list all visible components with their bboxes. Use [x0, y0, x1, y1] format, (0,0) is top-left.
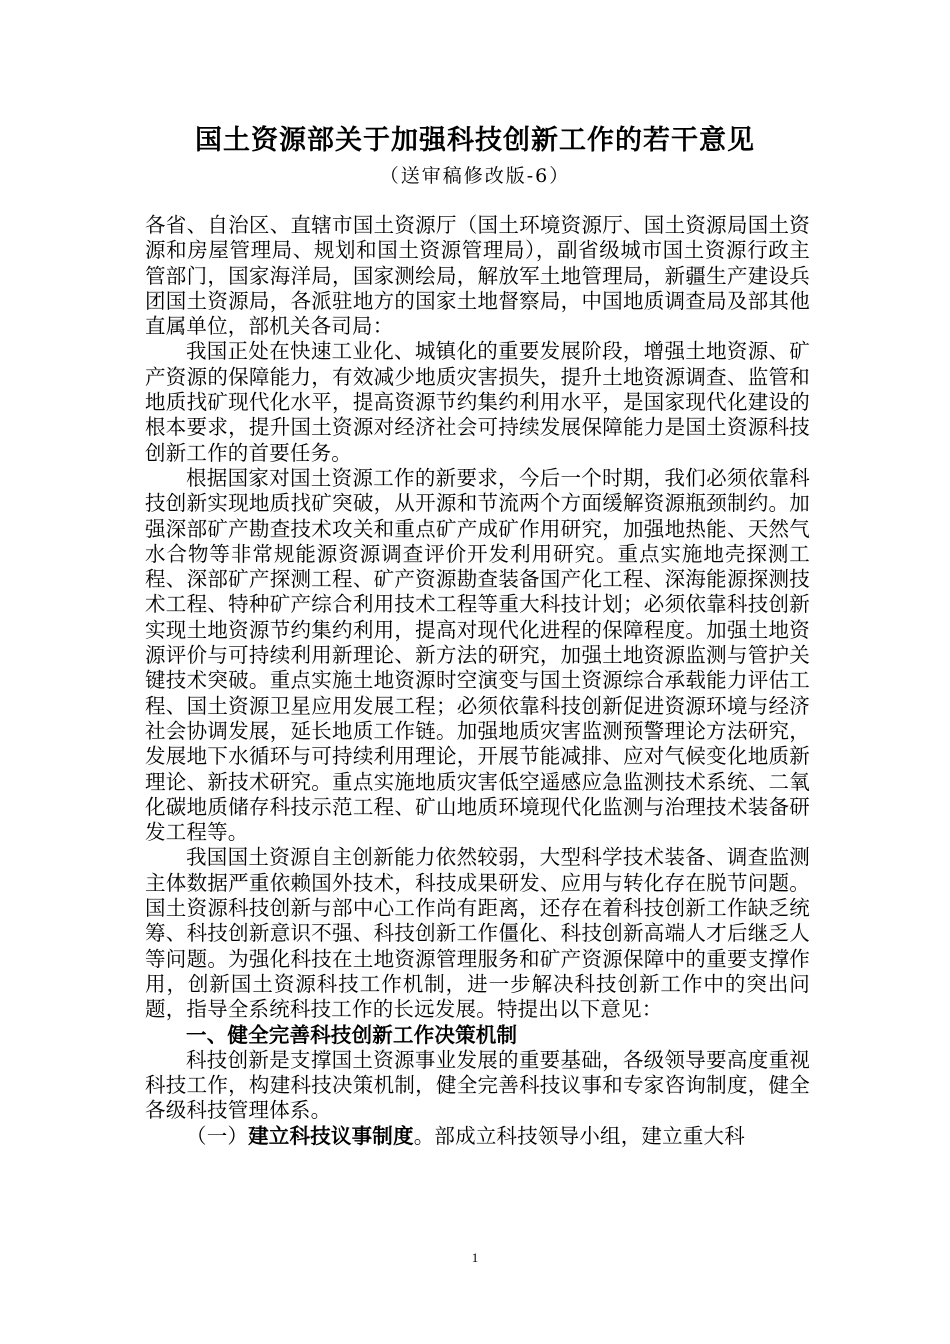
- document-body: [145, 213, 810, 1149]
- body-paragraph-2: 根据国家对国土资源工作的新要求，今后一个时期，我们必须依靠科技创新实现地质找矿突破，从开源和节流两个方面缓解资源瓶颈制约。加强深部矿产勘查技术攻关和重点矿产成矿作用研究，加强地热能、天然气水合物等非常规能源资源调查评价开发利用研究。重点实施地壳探测工程、深部矿产探测工程、矿产资源勘查装备国产化工程、深海能源探测技术工程、特种矿产综合利用技术工程等重大科技计划；必须依靠科技创新实现土地资源节约集约利用，提高对现代化进程的保障程度。加强土地资源评价与可持续利用新理论、新方法的研究，加强土地资源监测与管护关键技术突破。重点实施土地资源时空演变与国土资源综合承载能力评估工程、国土资源卫星应用发展工程；必须依靠科技创新促进资源环境与经济社会协调发展，延长地质工作链。加强地质灾害监测预警理论方法研究，发展地下水循环与可持续利用理论，开展节能减排、应对气候变化地质新理论、新技术研究。重点实施地质灾害低空遥感应急监测技术系统、二氧化碳地质储存科技示范工程、矿山地质环境现代化监测与治理技术装备研发工程等。: [145, 465, 810, 845]
- item-bold-heading: 建立科技议事制度: [248, 1123, 414, 1148]
- page-number: 1: [471, 1250, 479, 1265]
- body-paragraph-4: 科技创新是支撑国土资源事业发展的重要基础，各级领导要高度重视科技工作，构建科技决策机制，健全完善科技议事和专家咨询制度，健全各级科技管理体系。: [145, 1047, 810, 1123]
- item-label: （一）: [186, 1123, 249, 1148]
- addressee-paragraph: 各省、自治区、直辖市国土资源厅（国土环境资源厅、国土资源局国土资源和房屋管理局、规划和国土资源管理局），副省级城市国土资源行政主管部门，国家海洋局，国家测绘局，解放军土地管理局，新疆生产建设兵团国土资源局，各派驻地方的国家土地督察局，中国地质调查局及部其他直属单位，部机关各司局：: [145, 213, 810, 339]
- document-subtitle: （送审稿修改版-6）: [379, 165, 571, 187]
- item-paragraph-1: [145, 1124, 810, 1149]
- body-paragraph-3: 我国国土资源自主创新能力依然较弱，大型科学技术装备、调查监测主体数据严重依赖国外技术，科技成果研发、应用与转化存在脱节问题。国土资源科技创新与部中心工作尚有距离，还存在着科技创新工作缺乏统筹、科技创新意识不强、科技创新工作僵化、科技创新高端人才后继乏人等问题。为强化科技在土地资源管理服务和矿产资源保障中的重要支撑作用，创新国土资源科技工作机制，进一步解决科技创新工作中的突出问题，指导全系统科技工作的长远发展。特提出以下意见：: [145, 845, 810, 1022]
- document-title: 国土资源部关于加强科技创新工作的若干意见: [195, 125, 755, 156]
- body-paragraph-1: 我国正处在快速工业化、城镇化的重要发展阶段，增强土地资源、矿产资源的保障能力，有效减少地质灾害损失，提升土地资源调查、监管和地质找矿现代化水平，提高资源节约集约利用水平，是国家现代化建设的根本要求，提升国土资源对经济社会可持续发展保障能力是国土资源科技创新工作的首要任务。: [145, 339, 810, 465]
- section-heading-1: 一、健全完善科技创新工作决策机制: [186, 1022, 518, 1047]
- item-text: 。部成立科技领导小组，建立重大科: [413, 1123, 745, 1148]
